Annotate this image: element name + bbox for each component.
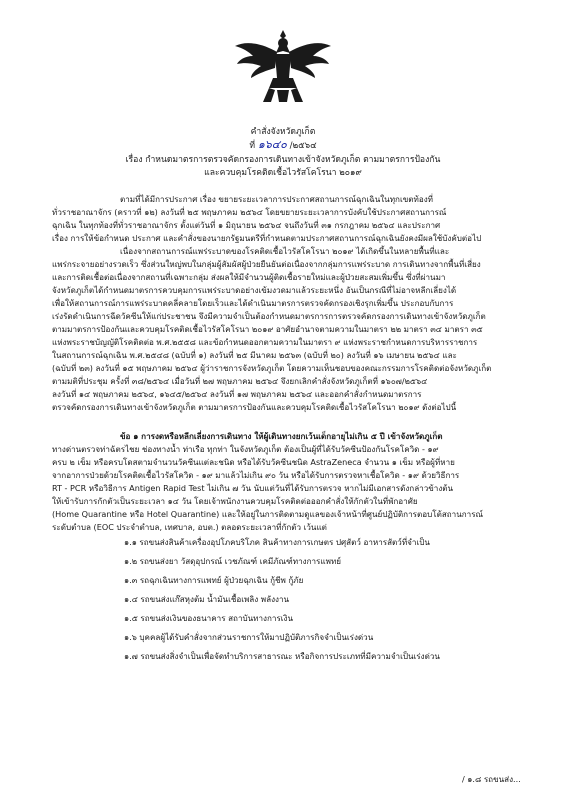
subject-line-2: และควบคุมโรคติดเชื้อไวรัสโคโรนา ๒๐๑๙ [204, 168, 362, 178]
paragraph-line: (ฉบับที่ ๒๓) ลงวันที่ ๑๕ พฤษภาคม ๒๕๖๔ ผู้ว่าราชการจังหวัดภูเก็ต โดยความเห็นชอบของคณะกรรมการโรคติดต่อจังหวัดภูเก็ต [52, 363, 492, 373]
paragraph-line: ฉุกเฉิน ในทุกท้องที่ทั่วราชอาณาจักร ตั้งแต่วันที่ ๑ มิถุนายน ๒๕๖๔ จนถึงวันที่ ๓๑ กรกฎาคม ๒๕๖๔ และประกาศ [52, 220, 441, 230]
paragraph-line: ทั่วราชอาณาจักร (คราวที่ ๑๒) ลงวันที่ ๒๕ พฤษภาคม ๒๕๖๔ โดยขยายระยะเวลาการบังคับใช้ประกาศสถานการณ์ [52, 207, 447, 217]
paragraph-line: ตามมติที่ประชุม ครั้งที่ ๓๘/๒๕๖๔ เมื่อวันที่ ๒๗ พฤษภาคม ๒๕๖๔ จึงยกเลิกคำสั่งจังหวัดภูเก็ตที่ ๑๖๐๗/๒๕๖๔ [52, 376, 428, 386]
list-item: ๑.๕ รถขนส่งเงินของธนาคาร สถาบันทางการเงิน [124, 613, 294, 623]
clause-line: ทางด่านตรวจท่าฉัตรไชย ช่องทางน้ำ ท่าเรือ ทุกท่า ในจังหวัดภูเก็ต ต้องเป็นผู้ที่ได้รับวัคซีนป้องกันโรคโควิด - ๑๙ [52, 444, 439, 454]
clause-line: ครบ ๒ เข็ม หรือครบโดสตามจำนวนวัคซีนแต่ละชนิด หรือได้รับวัคซีนชนิด AstraZeneca จำนวน ๑ เข็ม หรือผู้ที่หาย [52, 457, 455, 467]
list-item: ๑.๒ รถขนส่งยา วัสดุอุปกรณ์ เวชภัณฑ์ เคมีภัณฑ์ทางการแพทย์ [124, 556, 342, 566]
paragraph-line: ตามมาตรการป้องกันและควบคุมโรคติดเชื้อไวรัสโคโรนา ๒๐๑๙ อาศัยอำนาจตามความในมาตรา ๒๒ มาตรา ๓๔ มาตรา ๓๕ [52, 324, 483, 334]
list-item: ๑.๖ บุคคลผู้ได้รับคำสั่งจากส่วนราชการให้มาปฏิบัติภารกิจจำเป็นเร่งด่วน [124, 632, 374, 642]
paragraph-line: จังหวัดภูเก็ตได้กำหนดมาตรการควบคุมการแพร่ระบาดอย่างเข้มงวดมาแล้วระยะหนึ่ง อันเป็นกรณีที่ไม่อาจหลีกเลี่ยงได้ [52, 285, 457, 295]
paragraph-line: ลงวันที่ ๑๔ พฤษภาคม ๒๕๖๔, ๑๖๔๕/๒๕๖๔ ลงวันที่ ๑๗ พฤษภาคม ๒๕๖๔ และออกคำสั่งกำหนดมาตรการ [52, 389, 422, 399]
paragraph-line: และการติดเชื้อต่อเนื่องจากสถานที่เฉพาะกลุ่ม ส่งผลให้มีจำนวนผู้ติดเชื้อรายใหม่และผู้ป่วยสะสมเพิ่มขึ้น ซึ่งที่ผ่านมา [52, 272, 446, 282]
list-item: ๑.๑ รถขนส่งสินค้าเครื่องอุปโภคบริโภค สินค้าทางการเกษตร ปศุสัตว์ อาหารสัตว์ที่จำเป็น [124, 537, 430, 547]
subject-line-1: เรื่อง กำหนดมาตรการตรวจคัดกรองการเดินทางเข้าจังหวัดภูเก็ต ตามมาตรการป้องกัน [125, 155, 441, 165]
order-number-suffix: /๒๕๖๔ [289, 141, 317, 151]
clause-line: RT - PCR หรือวิธีการ Antigen Rapid Test ไม่เกิน ๗ วัน นับแต่วันที่ได้รับการตรวจ หากไม่มีเอกสารดังกล่าวข้างต้น [52, 483, 454, 493]
list-item: ๑.๓ รถฉุกเฉินทางการแพทย์ ผู้ป่วยฉุกเฉิน กู้ชีพ กู้ภัย [124, 575, 304, 585]
paragraph-line: ในสถานการณ์ฉุกเฉิน พ.ศ.๒๕๔๘ (ฉบับที่ ๑) ลงวันที่ ๒๕ มีนาคม ๒๕๖๓ (ฉบับที่ ๒๐) ลงวันที่ ๑๖ เมษายน ๒๕๖๔ และ [52, 350, 457, 360]
paragraph-line: เร่งรัดดำเนินการฉีดวัคซีนให้แก่ประชาชน จึงมีความจำเป็นต้องกำหนดมาตรการการตรวจคัดกรองการเดินทางเข้าจังหวัดภูเก็ต [52, 311, 486, 321]
clause-line: ระดับตำบล (EOC ประจำตำบล, เทศบาล, อบต.) ตลอดระยะเวลาที่กักตัว เว้นแต่ [52, 522, 327, 532]
order-number [0, 139, 566, 152]
garuda-emblem-icon [233, 26, 333, 108]
paragraph-line: แพร่กระจายอย่างรวดเร็ว ซึ่งส่วนใหญ่พบในกลุ่มผู้สัมผัสผู้ป่วยยืนยันต่อเนื่องจากกลุ่มการแพร่ระบาด การเดินทางจากพื้นที่เสี่ยง [52, 259, 481, 269]
list-item: ๑.๔ รถขนส่งแก๊สหุงต้ม น้ำมันเชื้อเพลิง พลังงาน [124, 594, 290, 604]
order-number-handwritten: ๑๖๔๐ [257, 138, 287, 151]
clause-line: ข้อ ๑ การงดหรือหลีกเลี่ยงการเดินทาง ให้ผู้เดินทางยกเว้นเด็กอายุไม่เกิน ๕ ปี เข้าจังหวัดภูเก็ต [120, 431, 443, 441]
clause-line: ให้เข้ารับการกักตัวเป็นระยะเวลา ๑๔ วัน โดยเจ้าพนักงานควบคุมโรคติดต่อออกคำสั่งให้กักตัวในที่พักอาศัย [52, 496, 418, 506]
paragraph-line: เนื่องจากสถานการณ์แพร่ระบาดของโรคติดเชื้อไวรัสโคโรนา ๒๐๑๙ ได้เกิดขึ้นในหลายพื้นที่และ [120, 246, 450, 256]
list-item: ๑.๗ รถขนส่งสิ่งจำเป็นเพื่อจัดทำบริการสาธารณะ หรือกิจการประเภทที่มีความจำเป็นเร่งด่วน [124, 651, 440, 661]
paragraph-line: เพื่อให้สถานการณ์การแพร่ระบาดคลี่คลายโดยเร็วและได้ดำเนินมาตรการตรวจคัดกรองเชิงรุกเพิ่มขึ้น ประกอบกับการ [52, 298, 454, 308]
clause-line: (Home Quarantine หรือ Hotel Quarantine) และให้อยู่ในการติดตามดูแลของเจ้าหน้าที่ศูนย์ปฏิบัติการตอบโต้สถานการณ์ [52, 509, 484, 519]
paragraph-line: ตรวจคัดกรองการเดินทางเข้าจังหวัดภูเก็ต ตามมาตรการป้องกันและควบคุมโรคติดเชื้อไวรัสโคโรนา ๒๐๑๙ ดังต่อไปนี้ [52, 402, 457, 412]
paragraph-line: แห่งพระราชบัญญัติโรคติดต่อ พ.ศ.๒๕๕๘ และข้อกำหนดออกตามความในมาตรา ๙ แห่งพระราชกำหนดการบริหารราชการ [52, 337, 478, 347]
order-title: คำสั่งจังหวัดภูเก็ต [250, 127, 316, 137]
paragraph-line: ตามที่ได้มีการประกาศ เรื่อง ขยายระยะเวลาการประกาศสถานการณ์ฉุกเฉินในทุกเขตท้องที่ [120, 194, 433, 204]
continuation-note: / ๑.๘ รถขนส่ง... [462, 774, 521, 784]
clause-line: จากอาการป่วยด้วยโรคติดเชื้อไวรัสโควิด - ๑๙ มาแล้วไม่เกิน ๙๐ วัน หรือได้รับการตรวจหาเชื้อโควิด - ๑๙ ด้วยวิธีการ [52, 470, 460, 480]
order-number-prefix: ที่ [249, 141, 256, 151]
paragraph-line: เรื่อง การให้ข้อกำหนด ประกาศ และคำสั่งของนายกรัฐมนตรีที่กำหนดตามประกาศสถานการณ์ฉุกเฉินยังคงมีผลใช้บังคับต่อไป [52, 233, 482, 243]
